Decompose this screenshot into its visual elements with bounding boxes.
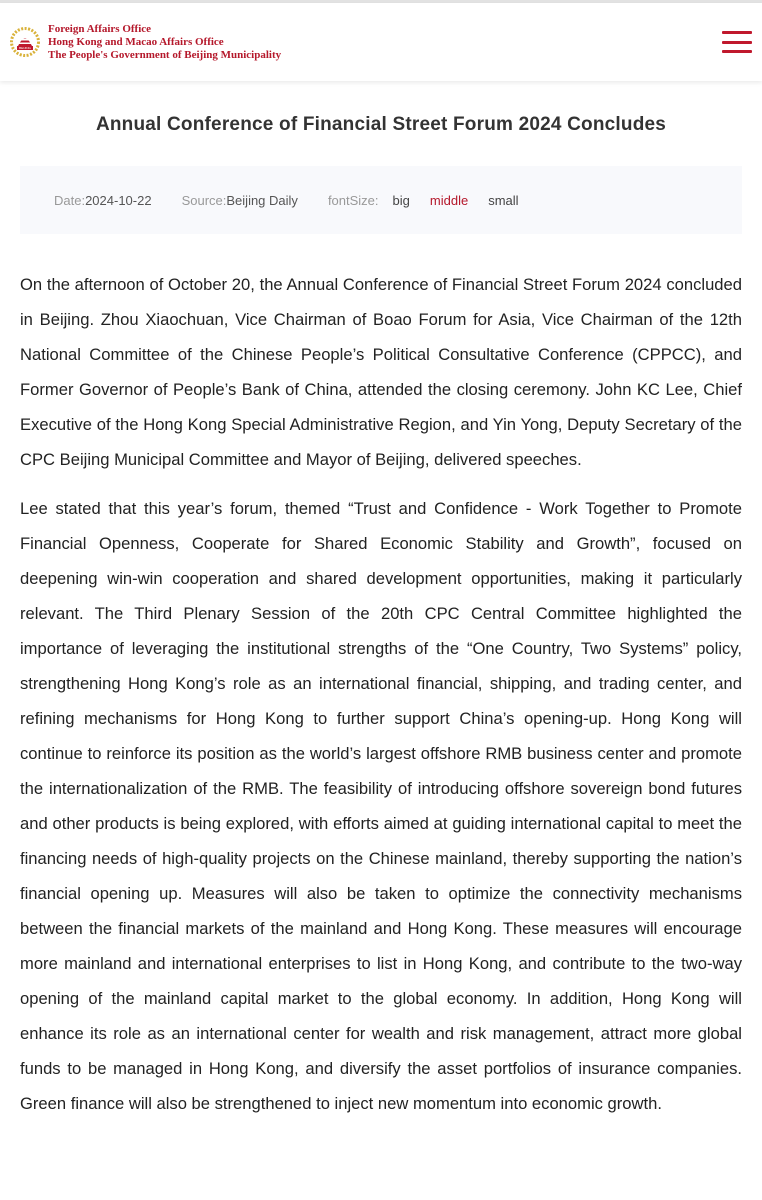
- article-title: Annual Conference of Financial Street Forum 2024 Concludes: [95, 114, 667, 135]
- logo-line-3: The People's Government of Beijing Municipality: [48, 48, 282, 61]
- site-header: [0, 3, 762, 81]
- source-value: Beijing Daily: [226, 192, 298, 208]
- fontsize-middle-button[interactable]: middle: [429, 192, 469, 208]
- logo-line-1: Foreign Affairs Office: [48, 22, 152, 35]
- date-info: [54, 193, 152, 208]
- source-info: [182, 193, 298, 208]
- fontsize-label: fontSize:: [327, 192, 379, 208]
- logo-text: [48, 23, 281, 62]
- logo-line-2: Hong Kong and Macao Affairs Office: [48, 35, 224, 48]
- svg-text:BEIJING: BEIJING: [19, 46, 31, 51]
- article-meta-bar: [20, 166, 742, 234]
- article-paragraph-2: Lee stated that this year’s forum, themed “Trust and Confidence - Work Together to Promote Financial Openness, Cooperate for Shared Economic Stability and Growth”, focused on deepening win-win cooperation and shared development opportunities, making it particularly relevant. The Third Plenary Session of the 20th CPC Central Committee highlighted the importance of leveraging the institutional strengths of the “One Country, Two Systems” policy, strengthening Hong Kong’s role as an international financial, shipping, and trading center, and refining mechanisms for Hong Kong to further support China’s opening-up. Hong Kong will continue to reinforce its position as the world’s largest offshore RMB business center and promote the internationalization of the RMB. The feasibility of introducing offshore sovereign bond futures and other products is being explored, with efforts aimed at guiding international capital to meet the financing needs of high-quality projects on the Chinese mainland, thereby supporting the nation’s financial opening up. Measures will also be taken to optimize the connectivity mechanisms between the financial markets of the mainland and Hong Kong. These measures will encourage more mainland and international enterprises to list in Hong Kong, and contribute to the two-way opening of the mainland capital market to the global economy. In addition, Hong Kong will enhance its role as an international center for wealth and risk management, attract more global funds to be managed in Hong Kong, and diversify the asset portfolios of insurance companies. Green finance will also be strengthened to inject new momentum into economic growth.: [20, 499, 742, 1113]
- date-label: Date:: [54, 192, 86, 208]
- date-value: 2024-10-22: [85, 192, 152, 208]
- site-logo[interactable]: [10, 23, 281, 62]
- fontsize-big-button[interactable]: big: [392, 192, 410, 208]
- fontsize-small-button[interactable]: small: [488, 192, 519, 208]
- article-paragraph-1: On the afternoon of October 20, the Annual Conference of Financial Street Forum 2024 concluded in Beijing. Zhou Xiaochuan, Vice Chairman of Boao Forum for Asia, Vice Chairman of the 12th National Committee of the Chinese People’s Political Consultative Conference (CPPCC), and Former Governor of People’s Bank of China, attended the closing ceremony. John KC Lee, Chief Executive of the Hong Kong Special Administrative Region, and Yin Yong, Deputy Secretary of the CPC Beijing Municipal Committee and Mayor of Beijing, delivered speeches.: [20, 275, 742, 469]
- beijing-emblem-icon: [10, 27, 40, 57]
- article-body: [20, 267, 742, 1121]
- source-label: Source:: [181, 192, 227, 208]
- hamburger-menu-icon[interactable]: [722, 31, 752, 53]
